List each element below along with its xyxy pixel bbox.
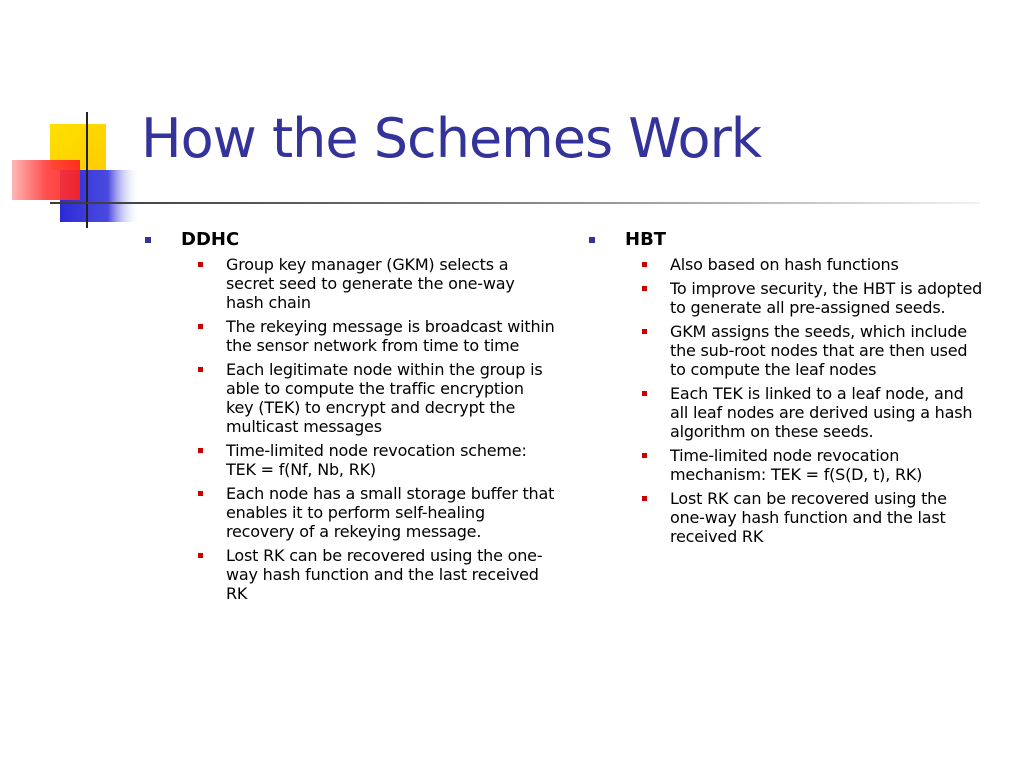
list-item-text: Lost RK can be recovered using the one-way hash function and the last received RK (670, 489, 947, 546)
list-item-text: GKM assigns the seeds, which include the sub-root nodes that are then used to compute the leaf nodes (670, 322, 968, 379)
square-bullet-icon (145, 237, 151, 243)
square-bullet-icon (642, 496, 647, 501)
hbt-list (589, 255, 1009, 546)
column-hbt (589, 228, 1009, 551)
list-item (226, 360, 556, 436)
title-divider (50, 202, 980, 204)
decor-red-block (12, 160, 80, 200)
heading-ddhc (145, 228, 565, 252)
list-item-text: Also based on hash functions (670, 255, 899, 274)
list-item-text: Group key manager (GKM) selects a secret seed to generate the one-way hash chain (226, 255, 515, 312)
heading-hbt-label: HBT (625, 229, 667, 250)
list-item-text: The rekeying message is broadcast within the sensor network from time to time (226, 317, 555, 355)
square-bullet-icon (198, 262, 203, 267)
heading-hbt (589, 228, 1009, 252)
square-bullet-icon (198, 324, 203, 329)
list-item (670, 255, 986, 274)
list-item-text: Each legitimate node within the group is able to compute the traffic encryption key (TEK) to encrypt and decrypt the multicast messages (226, 360, 543, 436)
list-item-text: Time-limited node revocation mechanism: TEK = f(S(D, t), RK) (670, 446, 923, 484)
square-bullet-icon (198, 491, 203, 496)
list-item-text: To improve security, the HBT is adopted to generate all pre-assigned seeds. (670, 279, 983, 317)
slide-title: How the Schemes Work (141, 107, 762, 170)
square-bullet-icon (642, 262, 647, 267)
list-item (670, 489, 986, 546)
list-item-text: Each node has a small storage buffer that enables it to perform self-healing recovery of a rekeying message. (226, 484, 555, 541)
list-item (226, 546, 556, 603)
square-bullet-icon (642, 286, 647, 291)
list-item (670, 322, 986, 379)
square-bullet-icon (642, 453, 647, 458)
list-item (226, 441, 556, 479)
list-item (226, 484, 556, 541)
list-item (226, 255, 556, 312)
square-bullet-icon (198, 553, 203, 558)
square-bullet-icon (198, 448, 203, 453)
list-item (670, 446, 986, 484)
square-bullet-icon (198, 367, 203, 372)
square-bullet-icon (642, 329, 647, 334)
list-item-text: Each TEK is linked to a leaf node, and all leaf nodes are derived using a hash algorithm on these seeds. (670, 384, 973, 441)
list-item-text: Time-limited node revocation scheme: TEK = f(Nf, Nb, RK) (226, 441, 527, 479)
column-ddhc (145, 228, 565, 608)
heading-ddhc-label: DDHC (181, 229, 240, 250)
square-bullet-icon (589, 237, 595, 243)
list-item-text: Lost RK can be recovered using the one-way hash function and the last received RK (226, 546, 543, 603)
list-item (670, 384, 986, 441)
square-bullet-icon (642, 391, 647, 396)
ddhc-list (145, 255, 565, 603)
list-item (226, 317, 556, 355)
list-item (670, 279, 986, 317)
